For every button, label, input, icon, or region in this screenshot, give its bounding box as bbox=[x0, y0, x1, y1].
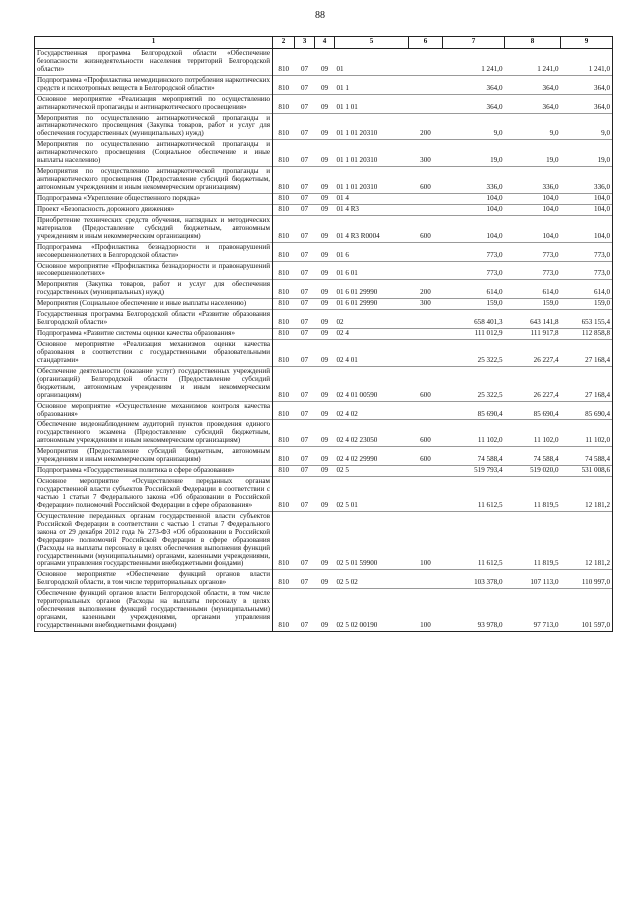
expense-type-code bbox=[409, 401, 443, 420]
expense-type-code: 600 bbox=[409, 447, 443, 466]
target-article-code: 02 5 02 bbox=[335, 570, 409, 589]
row-description: Мероприятия по осуществлению антинаркотической пропаганды и антинаркотического просвещения (Закупка товаров, работ и услуг для обеспечения государственных (муниципальных) нужд) bbox=[35, 113, 273, 140]
amount-year-2: 26 227,4 bbox=[505, 366, 561, 401]
amount-year-2: 336,0 bbox=[505, 167, 561, 194]
admin-code: 810 bbox=[273, 48, 295, 75]
amount-year-3: 1 241,0 bbox=[561, 48, 613, 75]
table-row bbox=[35, 447, 613, 466]
table-row bbox=[35, 94, 613, 113]
section-code: 07 bbox=[295, 140, 315, 167]
table-row bbox=[35, 589, 613, 632]
subsection-code: 09 bbox=[315, 366, 335, 401]
target-article-code: 01 6 bbox=[335, 242, 409, 261]
row-description: Обеспечение функций органов власти Белгородской области, в том числе территориальных органов (Расходы на выплаты персоналу в целях обеспечения выполнения функций государственными (муниципальными) органами, казенными учреждениями, органами управления государственными внебюджетными фондами) bbox=[35, 589, 273, 632]
amount-year-2: 614,0 bbox=[505, 280, 561, 299]
target-article-code: 01 1 bbox=[335, 75, 409, 94]
expense-type-code: 100 bbox=[409, 511, 443, 570]
amount-year-3: 364,0 bbox=[561, 94, 613, 113]
amount-year-3: 9,0 bbox=[561, 113, 613, 140]
amount-year-3: 614,0 bbox=[561, 280, 613, 299]
expense-type-code bbox=[409, 329, 443, 340]
row-description: Подпрограмма «Укрепление общественного порядка» bbox=[35, 193, 273, 204]
section-code: 07 bbox=[295, 420, 315, 447]
amount-year-1: 111 012,9 bbox=[443, 329, 505, 340]
amount-year-3: 653 155,4 bbox=[561, 310, 613, 329]
amount-year-3: 85 690,4 bbox=[561, 401, 613, 420]
table-row bbox=[35, 140, 613, 167]
table-row bbox=[35, 193, 613, 204]
amount-year-1: 9,0 bbox=[443, 113, 505, 140]
amount-year-1: 85 690,4 bbox=[443, 401, 505, 420]
table-row bbox=[35, 242, 613, 261]
section-code: 07 bbox=[295, 193, 315, 204]
amount-year-2: 773,0 bbox=[505, 261, 561, 280]
section-code: 07 bbox=[295, 261, 315, 280]
amount-year-3: 101 597,0 bbox=[561, 589, 613, 632]
column-header: 6 bbox=[409, 37, 443, 49]
admin-code: 810 bbox=[273, 261, 295, 280]
subsection-code: 09 bbox=[315, 420, 335, 447]
row-description: Проект «Безопасность дорожного движения» bbox=[35, 204, 273, 215]
row-description: Подпрограмма «Профилактика безнадзорности и правонарушений несовершеннолетних в Белгородской области» bbox=[35, 242, 273, 261]
amount-year-2: 364,0 bbox=[505, 75, 561, 94]
target-article-code: 01 4 R3 bbox=[335, 204, 409, 215]
amount-year-2: 364,0 bbox=[505, 94, 561, 113]
row-description: Подпрограмма «Государственная политика в сфере образования» bbox=[35, 466, 273, 477]
budget-table-container bbox=[34, 36, 612, 632]
row-description: Мероприятия (Предоставление субсидий бюджетным, автономным учреждениям и иным некоммерческим организациям) bbox=[35, 447, 273, 466]
section-code: 07 bbox=[295, 204, 315, 215]
expense-type-code: 300 bbox=[409, 140, 443, 167]
section-code: 07 bbox=[295, 310, 315, 329]
row-description: Основное мероприятие «Обеспечение функций органов власти Белгородской области, в том числе территориальных органов» bbox=[35, 570, 273, 589]
amount-year-3: 19,0 bbox=[561, 140, 613, 167]
subsection-code: 09 bbox=[315, 299, 335, 310]
amount-year-2: 643 141,8 bbox=[505, 310, 561, 329]
amount-year-2: 97 713,0 bbox=[505, 589, 561, 632]
subsection-code: 09 bbox=[315, 401, 335, 420]
table-row bbox=[35, 299, 613, 310]
table-row bbox=[35, 167, 613, 194]
column-header: 5 bbox=[335, 37, 409, 49]
expense-type-code bbox=[409, 75, 443, 94]
amount-year-1: 364,0 bbox=[443, 94, 505, 113]
subsection-code: 09 bbox=[315, 204, 335, 215]
amount-year-1: 104,0 bbox=[443, 215, 505, 242]
subsection-code: 09 bbox=[315, 193, 335, 204]
amount-year-1: 74 588,4 bbox=[443, 447, 505, 466]
expense-type-code bbox=[409, 204, 443, 215]
section-code: 07 bbox=[295, 570, 315, 589]
admin-code: 810 bbox=[273, 570, 295, 589]
section-code: 07 bbox=[295, 48, 315, 75]
admin-code: 810 bbox=[273, 329, 295, 340]
row-description: Основное мероприятие «Реализация мероприятий по осуществлению антинаркотической пропаганды и антинаркотического просвещения» bbox=[35, 94, 273, 113]
expense-type-code: 300 bbox=[409, 299, 443, 310]
section-code: 07 bbox=[295, 340, 315, 367]
admin-code: 810 bbox=[273, 477, 295, 512]
row-description: Основное мероприятие «Реализация механизмов оценки качества образования в соответствии с государственными образовательными стандартами» bbox=[35, 340, 273, 367]
amount-year-1: 614,0 bbox=[443, 280, 505, 299]
table-row bbox=[35, 511, 613, 570]
target-article-code: 02 4 02 bbox=[335, 401, 409, 420]
amount-year-3: 12 181,2 bbox=[561, 477, 613, 512]
amount-year-2: 519 020,0 bbox=[505, 466, 561, 477]
amount-year-1: 103 378,0 bbox=[443, 570, 505, 589]
target-article-code: 02 4 02 29990 bbox=[335, 447, 409, 466]
amount-year-1: 773,0 bbox=[443, 261, 505, 280]
column-header: 8 bbox=[505, 37, 561, 49]
table-row bbox=[35, 280, 613, 299]
target-article-code: 02 5 bbox=[335, 466, 409, 477]
amount-year-3: 27 168,4 bbox=[561, 366, 613, 401]
amount-year-2: 104,0 bbox=[505, 204, 561, 215]
row-description: Обеспечение видеонаблюдением аудиторий пунктов проведения единого государственного экзамена (Предоставление субсидий бюджетным, автономным учреждениям и иным некоммерческим организациям) bbox=[35, 420, 273, 447]
section-code: 07 bbox=[295, 113, 315, 140]
amount-year-3: 336,0 bbox=[561, 167, 613, 194]
section-code: 07 bbox=[295, 242, 315, 261]
admin-code: 810 bbox=[273, 113, 295, 140]
amount-year-2: 111 917,8 bbox=[505, 329, 561, 340]
subsection-code: 09 bbox=[315, 340, 335, 367]
target-article-code: 01 6 01 bbox=[335, 261, 409, 280]
amount-year-3: 159,0 bbox=[561, 299, 613, 310]
column-header: 4 bbox=[315, 37, 335, 49]
amount-year-2: 11 102,0 bbox=[505, 420, 561, 447]
expense-type-code: 600 bbox=[409, 215, 443, 242]
amount-year-1: 104,0 bbox=[443, 193, 505, 204]
admin-code: 810 bbox=[273, 310, 295, 329]
amount-year-3: 27 168,4 bbox=[561, 340, 613, 367]
amount-year-1: 11 102,0 bbox=[443, 420, 505, 447]
table-row bbox=[35, 310, 613, 329]
table-row bbox=[35, 113, 613, 140]
section-code: 07 bbox=[295, 75, 315, 94]
table-row bbox=[35, 75, 613, 94]
expense-type-code bbox=[409, 94, 443, 113]
expense-type-code bbox=[409, 310, 443, 329]
table-row bbox=[35, 261, 613, 280]
section-code: 07 bbox=[295, 466, 315, 477]
amount-year-2: 104,0 bbox=[505, 215, 561, 242]
table-row bbox=[35, 401, 613, 420]
expense-type-code bbox=[409, 48, 443, 75]
amount-year-1: 658 401,3 bbox=[443, 310, 505, 329]
table-row bbox=[35, 329, 613, 340]
header-row bbox=[35, 37, 613, 49]
admin-code: 810 bbox=[273, 193, 295, 204]
admin-code: 810 bbox=[273, 242, 295, 261]
table-row bbox=[35, 570, 613, 589]
amount-year-1: 93 978,0 bbox=[443, 589, 505, 632]
table-row bbox=[35, 366, 613, 401]
amount-year-2: 107 113,0 bbox=[505, 570, 561, 589]
section-code: 07 bbox=[295, 589, 315, 632]
target-article-code: 01 1 01 20310 bbox=[335, 140, 409, 167]
admin-code: 810 bbox=[273, 280, 295, 299]
column-header: 2 bbox=[273, 37, 295, 49]
amount-year-1: 25 322,5 bbox=[443, 366, 505, 401]
row-description: Основное мероприятие «Осуществление механизмов контроля качества образования» bbox=[35, 401, 273, 420]
row-description: Государственная программа Белгородской области «Развитие образования Белгородской области» bbox=[35, 310, 273, 329]
target-article-code: 01 1 01 20310 bbox=[335, 167, 409, 194]
subsection-code: 09 bbox=[315, 261, 335, 280]
subsection-code: 09 bbox=[315, 310, 335, 329]
admin-code: 810 bbox=[273, 299, 295, 310]
amount-year-3: 12 181,2 bbox=[561, 511, 613, 570]
subsection-code: 09 bbox=[315, 215, 335, 242]
amount-year-3: 773,0 bbox=[561, 242, 613, 261]
amount-year-2: 74 588,4 bbox=[505, 447, 561, 466]
expense-type-code: 600 bbox=[409, 420, 443, 447]
section-code: 07 bbox=[295, 299, 315, 310]
subsection-code: 09 bbox=[315, 589, 335, 632]
subsection-code: 09 bbox=[315, 242, 335, 261]
section-code: 07 bbox=[295, 215, 315, 242]
admin-code: 810 bbox=[273, 589, 295, 632]
amount-year-2: 19,0 bbox=[505, 140, 561, 167]
subsection-code: 09 bbox=[315, 511, 335, 570]
amount-year-3: 773,0 bbox=[561, 261, 613, 280]
amount-year-2: 26 227,4 bbox=[505, 340, 561, 367]
target-article-code: 02 5 01 bbox=[335, 477, 409, 512]
budget-table bbox=[34, 36, 613, 632]
table-row bbox=[35, 477, 613, 512]
table-row bbox=[35, 215, 613, 242]
column-header: 9 bbox=[561, 37, 613, 49]
amount-year-3: 74 588,4 bbox=[561, 447, 613, 466]
row-description: Осуществление переданных органам государственной власти субъектов Российской Федерации в соответствии с частью 1 статьи 7 Федерального закона от 29 декабря 2012 года № 273-ФЗ «Об образовании в Российской Федерации» полномочий Российской Федерации в сфере образования (Расходы на выплаты персоналу в целях обеспечения выполнения функций государственными (муниципальными) органами, казенными учреждениями, органами управления государственными внебюджетными фондами) bbox=[35, 511, 273, 570]
row-description: Обеспечение деятельности (оказание услуг) государственных учреждений (организаций) Белгородской области (Предоставление субсидий бюджетным, автономным учреждениям и иным некоммерческим организациям) bbox=[35, 366, 273, 401]
section-code: 07 bbox=[295, 329, 315, 340]
subsection-code: 09 bbox=[315, 570, 335, 589]
amount-year-1: 773,0 bbox=[443, 242, 505, 261]
column-header: 7 bbox=[443, 37, 505, 49]
target-article-code: 02 4 01 00590 bbox=[335, 366, 409, 401]
expense-type-code bbox=[409, 570, 443, 589]
expense-type-code bbox=[409, 466, 443, 477]
subsection-code: 09 bbox=[315, 48, 335, 75]
amount-year-2: 11 819,5 bbox=[505, 477, 561, 512]
target-article-code: 01 4 bbox=[335, 193, 409, 204]
target-article-code: 02 4 bbox=[335, 329, 409, 340]
admin-code: 810 bbox=[273, 75, 295, 94]
amount-year-1: 336,0 bbox=[443, 167, 505, 194]
amount-year-3: 112 858,8 bbox=[561, 329, 613, 340]
subsection-code: 09 bbox=[315, 94, 335, 113]
amount-year-3: 104,0 bbox=[561, 204, 613, 215]
subsection-code: 09 bbox=[315, 447, 335, 466]
target-article-code: 02 4 01 bbox=[335, 340, 409, 367]
row-description: Мероприятия по осуществлению антинаркотической пропаганды и антинаркотического просвещения (Социальное обеспечение и иные выплаты населению) bbox=[35, 140, 273, 167]
amount-year-3: 104,0 bbox=[561, 193, 613, 204]
target-article-code: 02 5 02 00190 bbox=[335, 589, 409, 632]
amount-year-2: 1 241,0 bbox=[505, 48, 561, 75]
row-description: Приобретение технических средств обучения, наглядных и методических материалов (Предоставление субсидий бюджетным, автономным учреждениям и иным некоммерческим организациям) bbox=[35, 215, 273, 242]
amount-year-1: 25 322,5 bbox=[443, 340, 505, 367]
amount-year-3: 364,0 bbox=[561, 75, 613, 94]
row-description: Государственная программа Белгородской области «Обеспечение безопасности жизнедеятельности населения территорий Белгородской области» bbox=[35, 48, 273, 75]
admin-code: 810 bbox=[273, 340, 295, 367]
amount-year-3: 11 102,0 bbox=[561, 420, 613, 447]
subsection-code: 09 bbox=[315, 466, 335, 477]
target-article-code: 02 5 01 59900 bbox=[335, 511, 409, 570]
row-description: Мероприятия (Закупка товаров, работ и услуг для обеспечения государственных (муниципальных) нужд) bbox=[35, 280, 273, 299]
section-code: 07 bbox=[295, 280, 315, 299]
amount-year-3: 104,0 bbox=[561, 215, 613, 242]
subsection-code: 09 bbox=[315, 140, 335, 167]
amount-year-2: 85 690,4 bbox=[505, 401, 561, 420]
amount-year-2: 773,0 bbox=[505, 242, 561, 261]
admin-code: 810 bbox=[273, 215, 295, 242]
target-article-code: 01 6 01 29990 bbox=[335, 280, 409, 299]
section-code: 07 bbox=[295, 511, 315, 570]
expense-type-code bbox=[409, 261, 443, 280]
section-code: 07 bbox=[295, 366, 315, 401]
subsection-code: 09 bbox=[315, 477, 335, 512]
expense-type-code: 600 bbox=[409, 366, 443, 401]
table-row bbox=[35, 466, 613, 477]
section-code: 07 bbox=[295, 94, 315, 113]
table-row bbox=[35, 48, 613, 75]
admin-code: 810 bbox=[273, 511, 295, 570]
section-code: 07 bbox=[295, 477, 315, 512]
target-article-code: 01 1 01 bbox=[335, 94, 409, 113]
amount-year-3: 531 008,6 bbox=[561, 466, 613, 477]
expense-type-code: 100 bbox=[409, 589, 443, 632]
admin-code: 810 bbox=[273, 140, 295, 167]
admin-code: 810 bbox=[273, 204, 295, 215]
target-article-code: 01 6 01 29990 bbox=[335, 299, 409, 310]
section-code: 07 bbox=[295, 447, 315, 466]
subsection-code: 09 bbox=[315, 75, 335, 94]
admin-code: 810 bbox=[273, 94, 295, 113]
page-number: 88 bbox=[315, 10, 325, 21]
row-description: Основное мероприятие «Осуществление переданных органам государственной власти субъектов Российской Федерации в соответствии с частью 1 статьи 7 Федерального закона «Об образовании в Российской Федерации» полномочий Российской Федерации в сфере образования» bbox=[35, 477, 273, 512]
expense-type-code bbox=[409, 242, 443, 261]
expense-type-code bbox=[409, 477, 443, 512]
expense-type-code: 200 bbox=[409, 280, 443, 299]
admin-code: 810 bbox=[273, 466, 295, 477]
amount-year-2: 104,0 bbox=[505, 193, 561, 204]
subsection-code: 09 bbox=[315, 280, 335, 299]
target-article-code: 02 4 02 23050 bbox=[335, 420, 409, 447]
expense-type-code bbox=[409, 193, 443, 204]
admin-code: 810 bbox=[273, 366, 295, 401]
amount-year-2: 9,0 bbox=[505, 113, 561, 140]
target-article-code: 01 1 01 20310 bbox=[335, 113, 409, 140]
expense-type-code bbox=[409, 340, 443, 367]
admin-code: 810 bbox=[273, 447, 295, 466]
expense-type-code: 200 bbox=[409, 113, 443, 140]
row-description: Основное мероприятие «Профилактика безнадзорности и правонарушений несовершеннолетних» bbox=[35, 261, 273, 280]
amount-year-1: 159,0 bbox=[443, 299, 505, 310]
column-header: 3 bbox=[295, 37, 315, 49]
amount-year-1: 364,0 bbox=[443, 75, 505, 94]
amount-year-1: 11 612,5 bbox=[443, 477, 505, 512]
amount-year-1: 11 612,5 bbox=[443, 511, 505, 570]
column-header: 1 bbox=[35, 37, 273, 49]
table-row bbox=[35, 340, 613, 367]
table-row bbox=[35, 420, 613, 447]
target-article-code: 01 4 R3 R0004 bbox=[335, 215, 409, 242]
section-code: 07 bbox=[295, 167, 315, 194]
amount-year-1: 519 793,4 bbox=[443, 466, 505, 477]
target-article-code: 02 bbox=[335, 310, 409, 329]
amount-year-1: 1 241,0 bbox=[443, 48, 505, 75]
admin-code: 810 bbox=[273, 401, 295, 420]
row-description: Подпрограмма «Профилактика немедицинского потребления наркотических средств и психотропных веществ в Белгородской области» bbox=[35, 75, 273, 94]
row-description: Мероприятия по осуществлению антинаркотической пропаганды и антинаркотического просвещения (Предоставление субсидий бюджетным, автономным учреждениям и иным некоммерческим организациям) bbox=[35, 167, 273, 194]
admin-code: 810 bbox=[273, 420, 295, 447]
subsection-code: 09 bbox=[315, 113, 335, 140]
amount-year-2: 159,0 bbox=[505, 299, 561, 310]
row-description: Мероприятия (Социальное обеспечение и иные выплаты населению) bbox=[35, 299, 273, 310]
amount-year-3: 110 997,0 bbox=[561, 570, 613, 589]
amount-year-1: 104,0 bbox=[443, 204, 505, 215]
target-article-code: 01 bbox=[335, 48, 409, 75]
subsection-code: 09 bbox=[315, 329, 335, 340]
expense-type-code: 600 bbox=[409, 167, 443, 194]
section-code: 07 bbox=[295, 401, 315, 420]
admin-code: 810 bbox=[273, 167, 295, 194]
amount-year-1: 19,0 bbox=[443, 140, 505, 167]
row-description: Подпрограмма «Развитие системы оценки качества образования» bbox=[35, 329, 273, 340]
subsection-code: 09 bbox=[315, 167, 335, 194]
amount-year-2: 11 819,5 bbox=[505, 511, 561, 570]
table-row bbox=[35, 204, 613, 215]
